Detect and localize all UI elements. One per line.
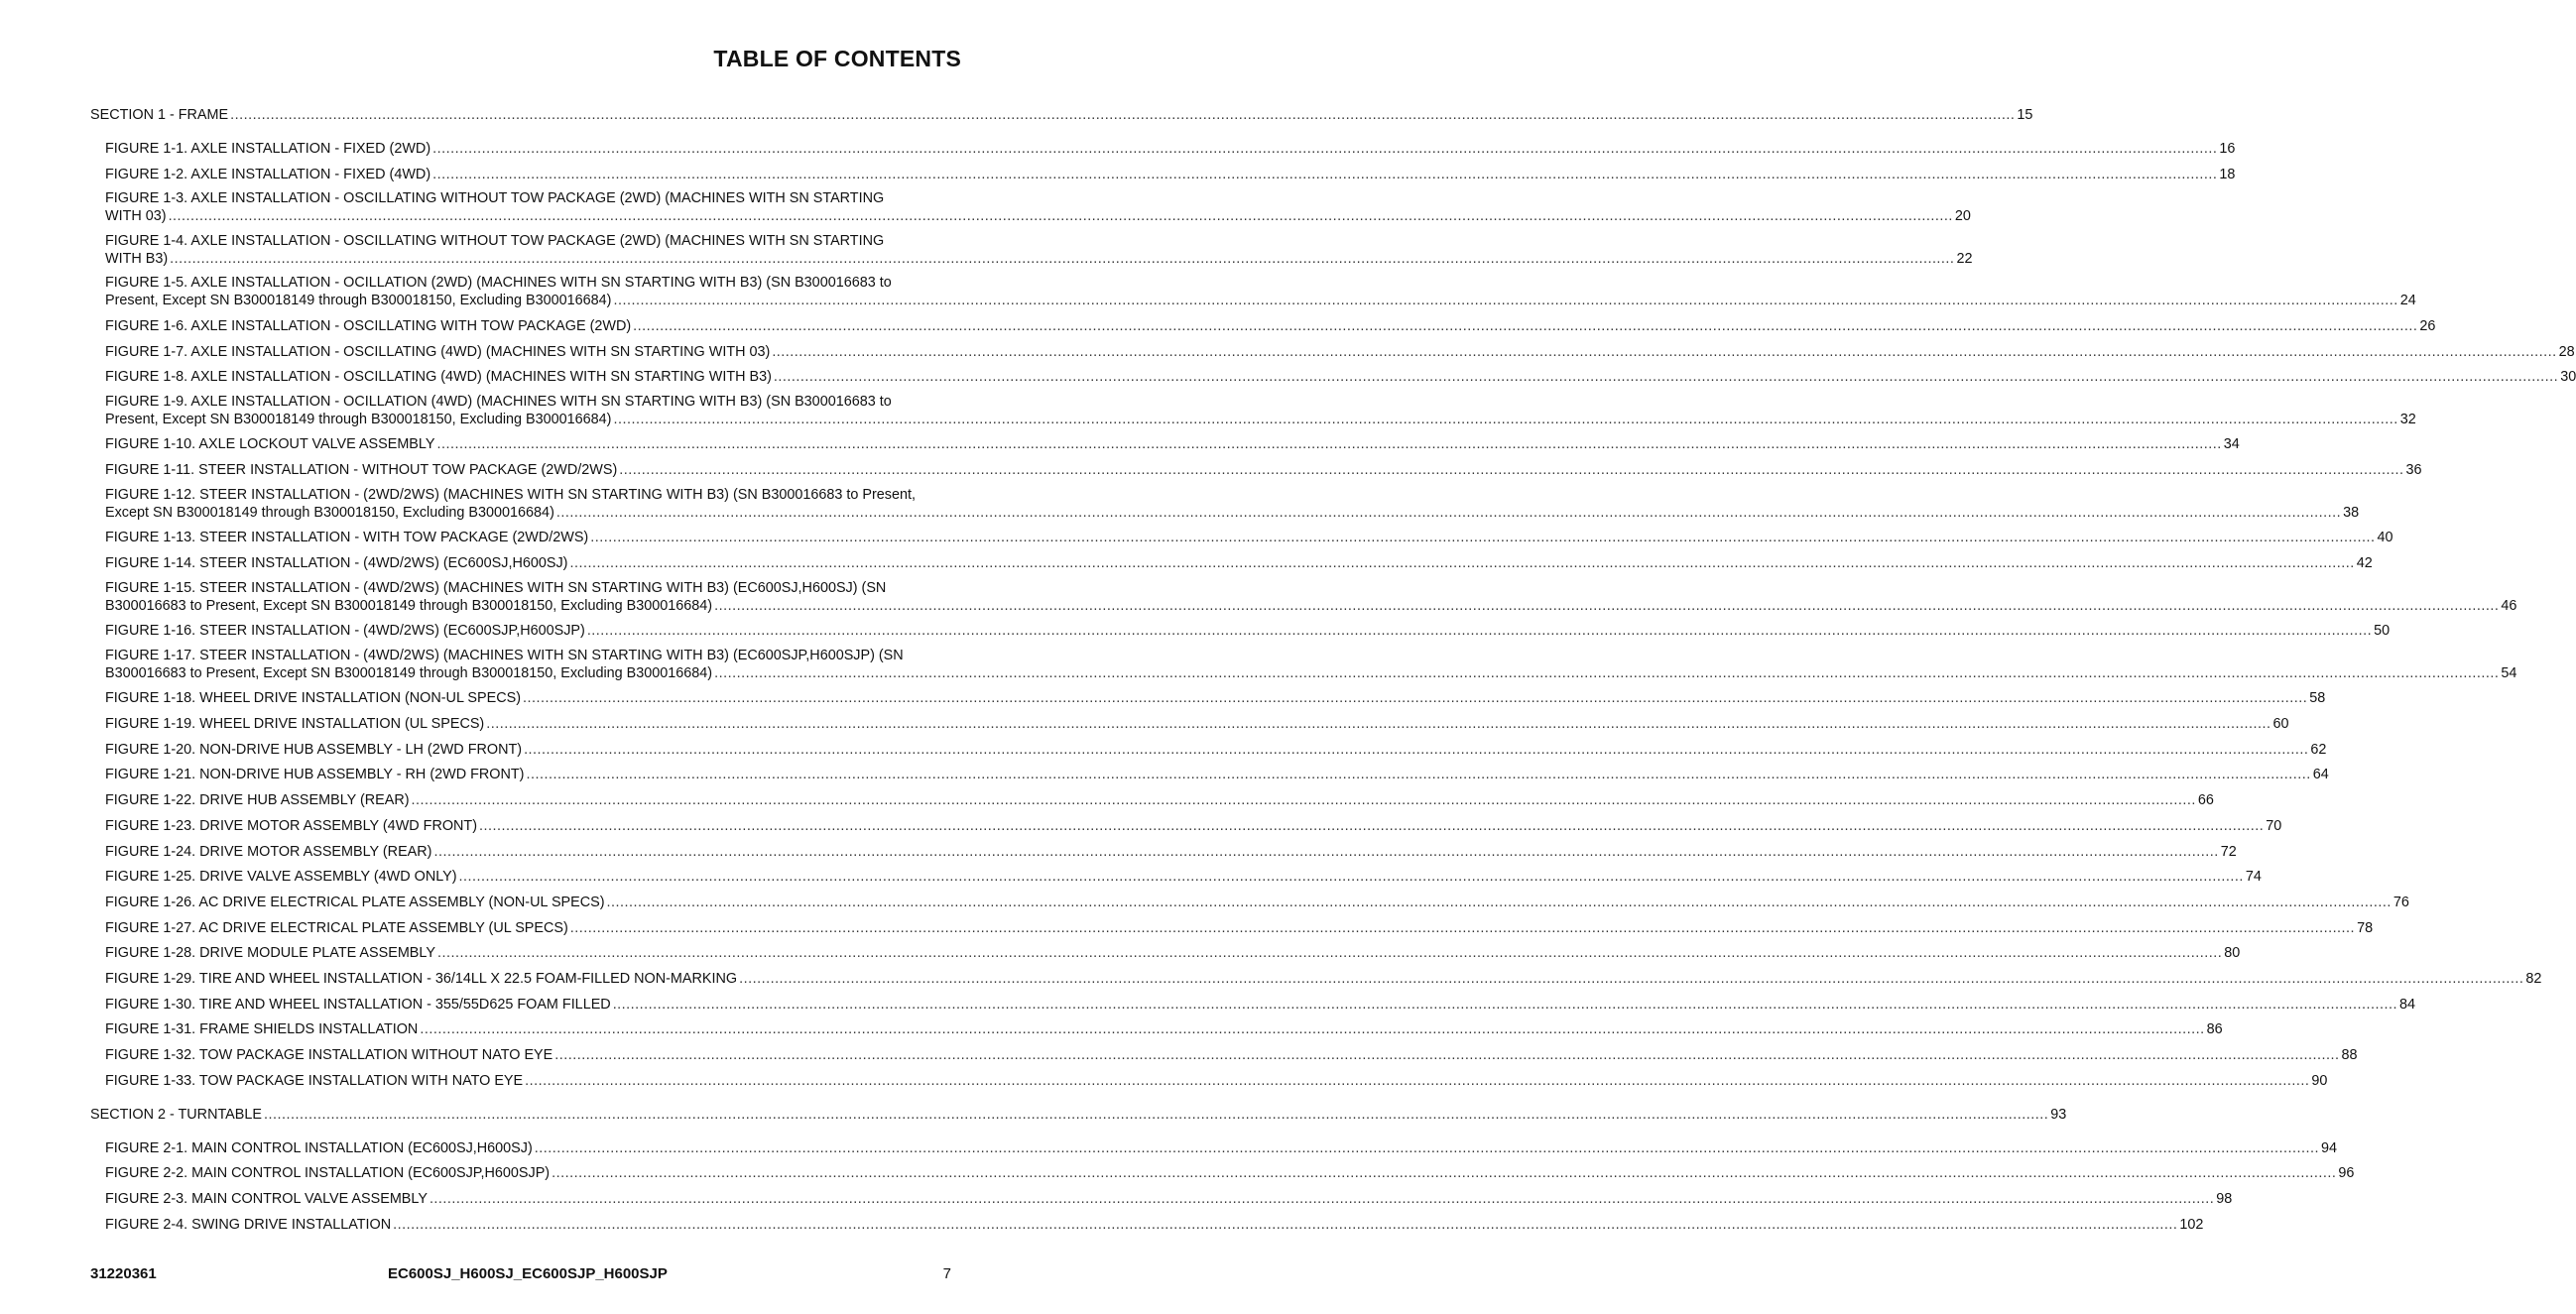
- toc-page-number: 58: [2309, 690, 2326, 707]
- toc-section-entry[interactable]: [90, 106, 2033, 124]
- toc-page-number: 22: [1956, 250, 1973, 267]
- toc-entry-row: [105, 741, 2327, 759]
- dot-leader: ................................................................................................................................................................................................................................................................................................................................................................................................................: [590, 530, 2376, 546]
- toc-figure-entry[interactable]: [90, 579, 2517, 615]
- table-of-contents: [90, 106, 2576, 1234]
- dot-leader: ................................................................................................................................................................................................................................................................................................................................................................................................................: [524, 741, 2309, 758]
- toc-figure-entry[interactable]: [90, 970, 2542, 988]
- dot-leader: ................................................................................................................................................................................................................................................................................................................................................................................................................: [739, 970, 2524, 987]
- toc-entry-row: [105, 664, 2517, 682]
- toc-figure-entry[interactable]: [90, 622, 2391, 640]
- toc-entry-label: Present, Except SN B300018149 through B300018150, Excluding B300016684): [105, 411, 612, 427]
- toc-page-number: 88: [2341, 1047, 2358, 1063]
- toc-entry-row: [105, 1020, 2223, 1038]
- toc-figure-entry[interactable]: [90, 766, 2329, 783]
- toc-entry-row: [105, 1046, 2358, 1064]
- toc-entry-row: [105, 1190, 2233, 1208]
- dot-leader: ................................................................................................................................................................................................................................................................................................................................................................................................................: [432, 166, 2218, 182]
- toc-figure-entry[interactable]: [90, 435, 2240, 453]
- toc-entry-label: FIGURE 2-4. SWING DRIVE INSTALLATION: [105, 1216, 392, 1233]
- toc-entry-row: [105, 529, 2393, 546]
- toc-figure-entry[interactable]: [90, 232, 1973, 268]
- toc-figure-entry[interactable]: [90, 1139, 2338, 1157]
- toc-entry-label: FIGURE 1-25. DRIVE VALVE ASSEMBLY (4WD ONLY): [105, 869, 457, 886]
- dot-leader: ................................................................................................................................................................................................................................................................................................................................................................................................................: [525, 1072, 2310, 1089]
- dot-leader: ................................................................................................................................................................................................................................................................................................................................................................................................................: [479, 817, 2265, 834]
- toc-page-number: 94: [2321, 1139, 2338, 1156]
- toc-page-number: 36: [2405, 462, 2422, 479]
- toc-figure-entry[interactable]: [90, 791, 2214, 809]
- toc-page-number: 84: [2398, 996, 2415, 1013]
- toc-entry-line: FIGURE 1-12. STEER INSTALLATION - (2WD/2WS) (MACHINES WITH SN STARTING WITH B3) (SN B300016683 to Present,: [105, 486, 916, 503]
- toc-figure-entry[interactable]: [90, 715, 2289, 733]
- toc-entry-label: FIGURE 1-24. DRIVE MOTOR ASSEMBLY (REAR): [105, 843, 432, 860]
- toc-entry-row: [105, 622, 2391, 640]
- toc-entry-label: FIGURE 1-10. AXLE LOCKOUT VALVE ASSEMBLY: [105, 436, 435, 453]
- toc-entry-row: [105, 554, 2373, 572]
- toc-page-number: 34: [2223, 436, 2240, 453]
- dot-leader: ................................................................................................................................................................................................................................................................................................................................................................................................................: [772, 343, 2557, 360]
- toc-entry-label: FIGURE 1-18. WHEEL DRIVE INSTALLATION (NON-UL SPECS): [105, 690, 521, 707]
- toc-figure-entry[interactable]: [90, 486, 2360, 522]
- toc-entry-label: FIGURE 1-30. TIRE AND WHEEL INSTALLATION - 355/55D625 FOAM FILLED: [105, 996, 611, 1013]
- toc-entry-label: FIGURE 1-32. TOW PACKAGE INSTALLATION WITHOUT NATO EYE: [105, 1047, 553, 1063]
- toc-entry-label: FIGURE 1-14. STEER INSTALLATION - (4WD/2WS) (EC600SJ,H600SJ): [105, 555, 568, 571]
- toc-entry-row: [105, 597, 2517, 615]
- toc-page-number: 60: [2272, 716, 2289, 733]
- dot-leader: ................................................................................................................................................................................................................................................................................................................................................................................................................: [433, 843, 2219, 860]
- toc-page-number: 82: [2525, 970, 2542, 987]
- toc-entry-row: [105, 250, 1973, 268]
- dot-leader: ................................................................................................................................................................................................................................................................................................................................................................................................................: [613, 293, 2398, 309]
- dot-leader: ................................................................................................................................................................................................................................................................................................................................................................................................................: [393, 1216, 2178, 1233]
- toc-entry-label: FIGURE 1-8. AXLE INSTALLATION - OSCILLATING (4WD) (MACHINES WITH SN STARTING WITH B3): [105, 369, 772, 386]
- toc-entry-row: [105, 894, 2409, 911]
- dot-leader: ................................................................................................................................................................................................................................................................................................................................................................................................................: [486, 716, 2271, 733]
- toc-entry-row: [105, 1072, 2328, 1090]
- toc-entry-label: FIGURE 1-31. FRAME SHIELDS INSTALLATION: [105, 1021, 419, 1038]
- dot-leader: ................................................................................................................................................................................................................................................................................................................................................................................................................: [612, 996, 2397, 1013]
- toc-entry-label: FIGURE 1-29. TIRE AND WHEEL INSTALLATION - 36/14LL X 22.5 FOAM-FILLED NON-MARKING: [105, 970, 738, 987]
- toc-figure-entry[interactable]: [90, 817, 2282, 835]
- toc-page-number: 20: [1954, 208, 1971, 225]
- toc-entry-label: FIGURE 1-23. DRIVE MOTOR ASSEMBLY (4WD FRONT): [105, 817, 478, 834]
- toc-page-number: 72: [2220, 843, 2237, 860]
- toc-entry-row: [105, 504, 2360, 522]
- toc-entry-row: [105, 292, 2416, 309]
- toc-figure-entry[interactable]: [90, 1020, 2223, 1038]
- toc-entry-label: B300016683 to Present, Except SN B300018149 through B300018150, Excluding B300016684): [105, 597, 713, 614]
- toc-entry-row: [105, 944, 2241, 962]
- toc-figure-entry[interactable]: [90, 1072, 2328, 1090]
- toc-page-number: 64: [2312, 767, 2329, 783]
- dot-leader: ................................................................................................................................................................................................................................................................................................................................................................................................................: [569, 555, 2355, 571]
- toc-figure-entry[interactable]: [90, 868, 2262, 886]
- toc-entry-label: SECTION 1 - FRAME: [90, 107, 229, 123]
- toc-entry-row: [90, 1106, 2067, 1124]
- toc-figure-entry[interactable]: [90, 368, 2576, 386]
- toc-entry-label: FIGURE 1-6. AXLE INSTALLATION - OSCILLATING WITH TOW PACKAGE (2WD): [105, 317, 632, 334]
- toc-entry-row: [105, 1164, 2355, 1182]
- toc-entry-row: [105, 766, 2329, 783]
- page-title: TABLE OF CONTENTS: [713, 46, 961, 71]
- toc-entry-label: FIGURE 1-11. STEER INSTALLATION - WITHOUT TOW PACKAGE (2WD/2WS): [105, 462, 618, 479]
- toc-entry-line: FIGURE 1-5. AXLE INSTALLATION - OCILLATION (2WD) (MACHINES WITH SN STARTING WITH B3) (SN B300016683 to: [105, 275, 892, 292]
- toc-figure-entry[interactable]: [90, 554, 2373, 572]
- toc-figure-entry[interactable]: [90, 461, 2422, 479]
- toc-entry-row: [105, 996, 2415, 1014]
- toc-figure-entry[interactable]: [90, 317, 2436, 335]
- toc-figure-entry[interactable]: [90, 1164, 2355, 1182]
- toc-entry-label: FIGURE 1-22. DRIVE HUB ASSEMBLY (REAR): [105, 792, 410, 809]
- toc-entry-label: FIGURE 2-3. MAIN CONTROL VALVE ASSEMBLY: [105, 1191, 428, 1208]
- footer-page-number: 7: [942, 1265, 951, 1282]
- toc-page-number: 26: [2419, 317, 2436, 334]
- toc-page-number: 76: [2392, 894, 2409, 910]
- toc-figure-entry[interactable]: [90, 843, 2237, 861]
- toc-entry-label: FIGURE 1-16. STEER INSTALLATION - (4WD/2WS) (EC600SJP,H600SJP): [105, 623, 585, 640]
- dot-leader: ................................................................................................................................................................................................................................................................................................................................................................................................................: [552, 1165, 2337, 1182]
- toc-page-number: 42: [2356, 555, 2373, 571]
- dot-leader: ................................................................................................................................................................................................................................................................................................................................................................................................................: [633, 317, 2418, 334]
- toc-entry-label: FIGURE 1-27. AC DRIVE ELECTRICAL PLATE ASSEMBLY (UL SPECS): [105, 919, 568, 936]
- dot-leader: ................................................................................................................................................................................................................................................................................................................................................................................................................: [523, 690, 2308, 707]
- dot-leader: ................................................................................................................................................................................................................................................................................................................................................................................................................: [429, 1191, 2215, 1208]
- toc-figure-entry[interactable]: [90, 189, 1971, 225]
- dot-leader: ................................................................................................................................................................................................................................................................................................................................................................................................................: [436, 436, 2222, 453]
- toc-entry-label: FIGURE 1-2. AXLE INSTALLATION - FIXED (4WD): [105, 166, 431, 182]
- toc-page-number: 93: [2050, 1106, 2067, 1123]
- toc-section-entry[interactable]: [90, 1106, 2067, 1124]
- toc-entry-row: [105, 715, 2289, 733]
- toc-entry-label: FIGURE 1-19. WHEEL DRIVE INSTALLATION (UL SPECS): [105, 716, 485, 733]
- toc-entry-label: FIGURE 1-21. NON-DRIVE HUB ASSEMBLY - RH (2WD FRONT): [105, 767, 525, 783]
- toc-page-number: 24: [2399, 293, 2416, 309]
- toc-page-number: 78: [2357, 919, 2374, 936]
- toc-figure-entry[interactable]: [90, 689, 2326, 707]
- toc-figure-entry[interactable]: [90, 393, 2416, 428]
- toc-entry-row: [105, 461, 2422, 479]
- toc-figure-entry[interactable]: [90, 274, 2416, 309]
- dot-leader: ................................................................................................................................................................................................................................................................................................................................................................................................................: [458, 869, 2244, 886]
- toc-entry-row: [105, 970, 2542, 988]
- toc-page-number: 18: [2219, 166, 2236, 182]
- toc-entry-label: B300016683 to Present, Except SN B300018149 through B300018150, Excluding B300016684): [105, 664, 713, 681]
- toc-entry-label: Present, Except SN B300018149 through B300018150, Excluding B300016684): [105, 293, 612, 309]
- toc-figure-entry[interactable]: [90, 166, 2236, 183]
- page-footer: [90, 1265, 951, 1282]
- toc-entry-row: [105, 843, 2237, 861]
- toc-entry-line: FIGURE 1-3. AXLE INSTALLATION - OSCILLATING WITHOUT TOW PACKAGE (2WD) (MACHINES WITH SN STARTING: [105, 190, 885, 207]
- toc-figure-entry[interactable]: [90, 894, 2409, 911]
- toc-page-number: 46: [2501, 597, 2517, 614]
- footer-model: EC600SJ_H600SJ_EC600SJP_H600SJP: [388, 1265, 668, 1282]
- dot-leader: ................................................................................................................................................................................................................................................................................................................................................................................................................: [714, 597, 2500, 614]
- toc-entry-row: [105, 317, 2436, 335]
- dot-leader: ................................................................................................................................................................................................................................................................................................................................................................................................................: [534, 1139, 2320, 1156]
- toc-page-number: 98: [2216, 1191, 2233, 1208]
- toc-entry-row: [105, 1139, 2338, 1157]
- toc-entry-line: FIGURE 1-4. AXLE INSTALLATION - OSCILLATING WITHOUT TOW PACKAGE (2WD) (MACHINES WITH SN STARTING: [105, 232, 885, 249]
- toc-entry-row: [90, 106, 2033, 124]
- dot-leader: ................................................................................................................................................................................................................................................................................................................................................................................................................: [613, 411, 2398, 427]
- dot-leader: ................................................................................................................................................................................................................................................................................................................................................................................................................: [230, 107, 2016, 123]
- dot-leader: ................................................................................................................................................................................................................................................................................................................................................................................................................: [619, 462, 2404, 479]
- toc-page-number: 90: [2311, 1072, 2328, 1089]
- toc-figure-entry[interactable]: [90, 140, 2236, 158]
- dot-leader: ................................................................................................................................................................................................................................................................................................................................................................................................................: [526, 767, 2311, 783]
- dot-leader: ................................................................................................................................................................................................................................................................................................................................................................................................................: [569, 919, 2356, 936]
- toc-page-number: 80: [2224, 945, 2241, 962]
- toc-entry-row: [105, 343, 2575, 361]
- toc-page-number: 62: [2310, 741, 2327, 758]
- footer-doc-number: 31220361: [90, 1265, 157, 1282]
- toc-entry-row: [105, 435, 2240, 453]
- dot-leader: ................................................................................................................................................................................................................................................................................................................................................................................................................: [606, 894, 2392, 910]
- toc-entry-label: FIGURE 1-28. DRIVE MODULE PLATE ASSEMBLY: [105, 945, 435, 962]
- toc-entry-label: FIGURE 2-2. MAIN CONTROL INSTALLATION (EC600SJP,H600SJP): [105, 1165, 551, 1182]
- toc-entry-label: FIGURE 1-13. STEER INSTALLATION - WITH TOW PACKAGE (2WD/2WS): [105, 530, 589, 546]
- toc-page-number: 74: [2245, 869, 2262, 886]
- toc-entry-row: [105, 791, 2214, 809]
- toc-entry-line: FIGURE 1-9. AXLE INSTALLATION - OCILLATION (4WD) (MACHINES WITH SN STARTING WITH B3) (SN B300016683 to: [105, 393, 892, 410]
- toc-page-number: 66: [2197, 792, 2214, 809]
- toc-figure-entry[interactable]: [90, 529, 2393, 546]
- dot-leader: ................................................................................................................................................................................................................................................................................................................................................................................................................: [714, 664, 2500, 681]
- toc-page-number: 40: [2377, 530, 2393, 546]
- toc-entry-label: Except SN B300018149 through B300018150, Excluding B300016684): [105, 504, 554, 521]
- toc-entry-row: [105, 868, 2262, 886]
- dot-leader: ................................................................................................................................................................................................................................................................................................................................................................................................................: [432, 141, 2218, 157]
- toc-entry-row: [105, 817, 2282, 835]
- toc-entry-label: WITH B3): [105, 250, 169, 267]
- toc-figure-entry[interactable]: [90, 741, 2327, 759]
- toc-entry-row: [105, 919, 2374, 937]
- toc-entry-label: FIGURE 1-20. NON-DRIVE HUB ASSEMBLY - LH (2WD FRONT): [105, 741, 523, 758]
- toc-figure-entry[interactable]: [90, 1190, 2233, 1208]
- toc-entry-row: [105, 368, 2576, 386]
- toc-entry-row: [105, 140, 2236, 158]
- dot-leader: ................................................................................................................................................................................................................................................................................................................................................................................................................: [263, 1106, 2049, 1123]
- toc-page-number: 16: [2219, 141, 2236, 157]
- toc-page-number: 102: [2179, 1216, 2204, 1233]
- toc-page-number: 50: [2374, 623, 2391, 640]
- dot-leader: ................................................................................................................................................................................................................................................................................................................................................................................................................: [555, 504, 2342, 521]
- toc-figure-entry[interactable]: [90, 944, 2241, 962]
- toc-entry-line: FIGURE 1-17. STEER INSTALLATION - (4WD/2WS) (MACHINES WITH SN STARTING WITH B3) (EC600SJP,H600SJP) (SN: [105, 647, 904, 663]
- toc-figure-entry[interactable]: [90, 343, 2575, 361]
- dot-leader: ................................................................................................................................................................................................................................................................................................................................................................................................................: [586, 623, 2373, 640]
- toc-page-number: 15: [2017, 107, 2033, 123]
- toc-entry-label: FIGURE 1-1. AXLE INSTALLATION - FIXED (2WD): [105, 141, 431, 157]
- toc-page-number: 30: [2560, 369, 2576, 386]
- toc-page-number: 28: [2558, 343, 2575, 360]
- toc-entry-row: [105, 411, 2416, 428]
- toc-entry-label: FIGURE 1-26. AC DRIVE ELECTRICAL PLATE ASSEMBLY (NON-UL SPECS): [105, 894, 605, 910]
- toc-entry-label: FIGURE 1-33. TOW PACKAGE INSTALLATION WITH NATO EYE: [105, 1072, 524, 1089]
- dot-leader: ................................................................................................................................................................................................................................................................................................................................................................................................................: [420, 1021, 2205, 1038]
- toc-entry-label: WITH 03): [105, 208, 167, 225]
- dot-leader: ................................................................................................................................................................................................................................................................................................................................................................................................................: [168, 208, 1953, 225]
- toc-entry-row: [105, 1216, 2204, 1234]
- toc-entry-label: FIGURE 2-1. MAIN CONTROL INSTALLATION (EC600SJ,H600SJ): [105, 1139, 533, 1156]
- dot-leader: ................................................................................................................................................................................................................................................................................................................................................................................................................: [554, 1047, 2340, 1063]
- toc-figure-entry[interactable]: [90, 647, 2517, 682]
- toc-page-number: 70: [2266, 817, 2282, 834]
- toc-page-number: 86: [2206, 1021, 2223, 1038]
- toc-page-number: 38: [2343, 504, 2360, 521]
- dot-leader: ................................................................................................................................................................................................................................................................................................................................................................................................................: [436, 945, 2223, 962]
- toc-entry-row: [105, 207, 1971, 225]
- toc-figure-entry[interactable]: [90, 1216, 2204, 1234]
- dot-leader: ................................................................................................................................................................................................................................................................................................................................................................................................................: [170, 250, 1955, 267]
- toc-page-number: 54: [2501, 664, 2517, 681]
- toc-figure-entry[interactable]: [90, 996, 2415, 1014]
- toc-page-number: 96: [2338, 1165, 2355, 1182]
- toc-entry-row: [105, 166, 2236, 183]
- toc-entry-line: FIGURE 1-15. STEER INSTALLATION - (4WD/2WS) (MACHINES WITH SN STARTING WITH B3) (EC600SJ,H600SJ) (SN: [105, 579, 887, 596]
- toc-entry-label: FIGURE 1-7. AXLE INSTALLATION - OSCILLATING (4WD) (MACHINES WITH SN STARTING WITH 03): [105, 343, 771, 360]
- toc-entry-row: [105, 689, 2326, 707]
- toc-entry-label: SECTION 2 - TURNTABLE: [90, 1106, 262, 1123]
- toc-figure-entry[interactable]: [90, 1046, 2358, 1064]
- dot-leader: ................................................................................................................................................................................................................................................................................................................................................................................................................: [773, 369, 2559, 386]
- toc-figure-entry[interactable]: [90, 919, 2374, 937]
- dot-leader: ................................................................................................................................................................................................................................................................................................................................................................................................................: [411, 792, 2196, 809]
- toc-page-number: 32: [2399, 411, 2416, 427]
